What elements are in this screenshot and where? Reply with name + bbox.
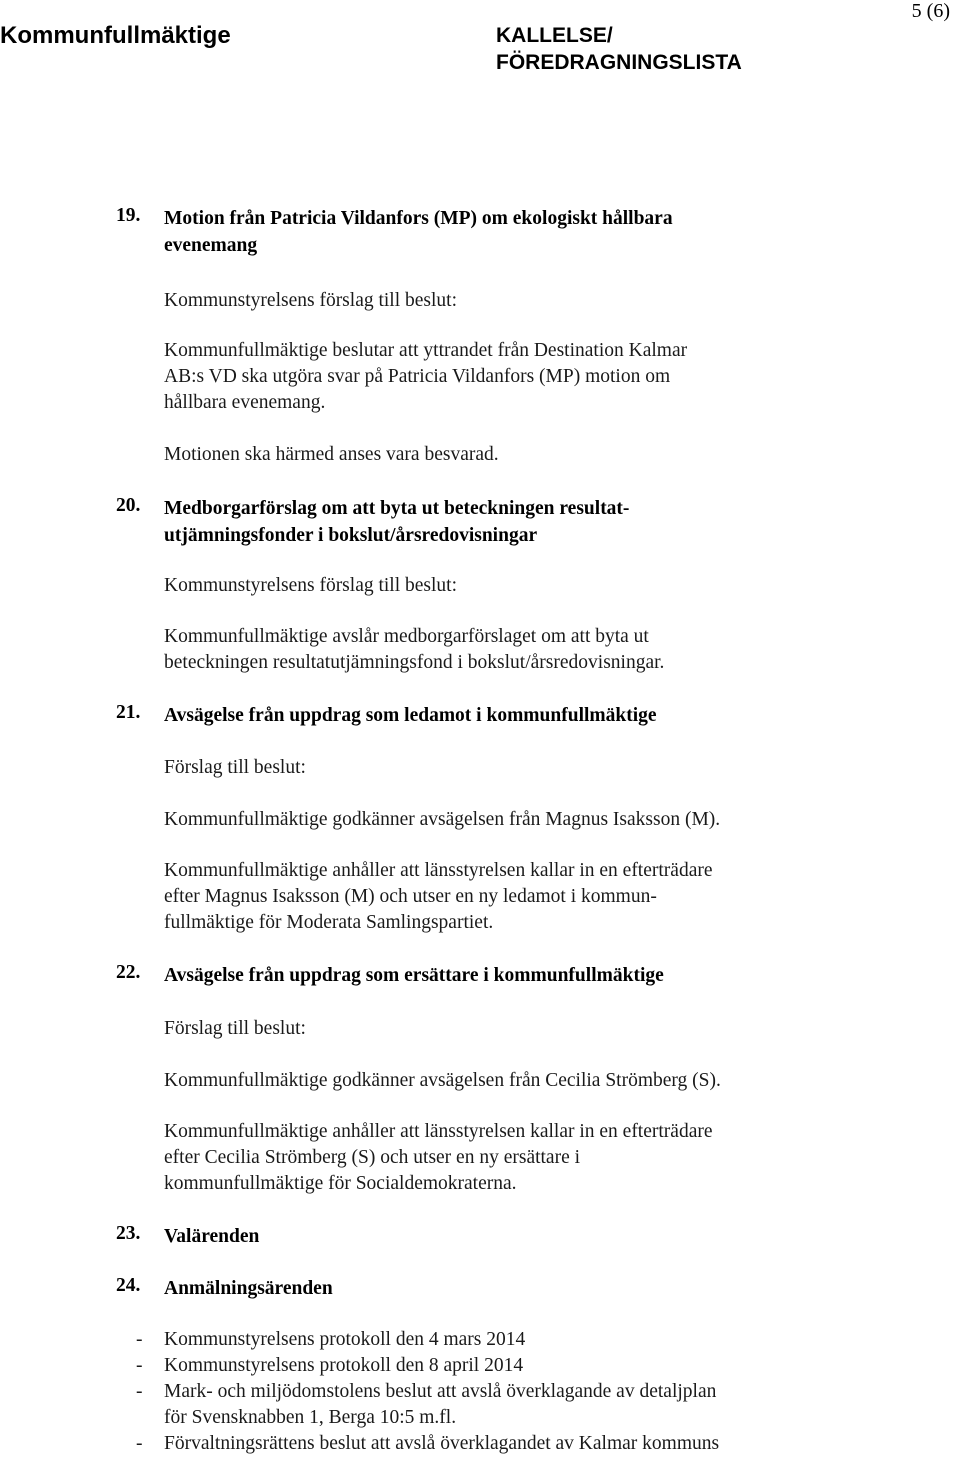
item-title-line: Avsägelse från uppdrag som ledamot i kommunfullmäktige <box>164 705 657 726</box>
decision-line: Kommunfullmäktige beslutar att yttrandet från Destination Kalmar <box>164 340 688 361</box>
item-title-line: Avsägelse från uppdrag som ersättare i kommunfullmäktige <box>164 965 664 986</box>
item-title <box>164 495 804 549</box>
decision-text <box>164 624 804 676</box>
item-title-line: utjämningsfonder i bokslut/årsredovisningar <box>164 525 538 546</box>
additional-line: Kommunfullmäktige anhåller att länsstyrelsen kallar in en efterträdare <box>164 1121 713 1142</box>
decision-text <box>164 1068 804 1094</box>
additional-line: efter Cecilia Strömberg (S) och utser en ny ersättare i <box>164 1147 581 1168</box>
decision-text <box>164 807 804 833</box>
additional-text <box>164 1119 804 1197</box>
list-item <box>136 1431 836 1457</box>
proposal-label: Förslag till beslut: <box>164 757 306 778</box>
item-title <box>164 962 804 989</box>
list-item <box>136 1327 836 1353</box>
decision-line: AB:s VD ska utgöra svar på Patricia Vildanfors (MP) motion om <box>164 366 671 387</box>
list-dash: - <box>136 1381 143 1402</box>
notices-list <box>136 1327 836 1457</box>
page-number: 5 (6) <box>911 0 950 22</box>
list-item-line: Förvaltningsrättens beslut att avslå överklagandet av Kalmar kommuns <box>164 1433 720 1454</box>
list-item-line: Kommunstyrelsens protokoll den 4 mars 2014 <box>164 1329 526 1350</box>
item-number: 20. <box>116 495 141 516</box>
item-number: 21. <box>116 702 141 723</box>
list-item-line: Kommunstyrelsens protokoll den 8 april 2014 <box>164 1355 524 1376</box>
decision-line: hållbara evenemang. <box>164 392 326 413</box>
item-number: 24. <box>116 1275 141 1296</box>
decision-line: Kommunfullmäktige avslår medborgarförslaget om att byta ut <box>164 626 649 647</box>
item-title <box>164 205 804 259</box>
decision-line: Kommunfullmäktige godkänner avsägelsen från Magnus Isaksson (M). <box>164 809 721 830</box>
additional-line: Kommunfullmäktige anhåller att länsstyrelsen kallar in en efterträdare <box>164 860 713 881</box>
additional-line: fullmäktige för Moderata Samlingspartiet. <box>164 912 494 933</box>
item-title-line: Valärenden <box>164 1226 260 1247</box>
item-title-line: evenemang <box>164 235 258 256</box>
header-organization: Kommunfullmäktige <box>0 22 231 49</box>
proposal-label: Kommunstyrelsens förslag till beslut: <box>164 290 458 311</box>
header-document-type-line2: FÖREDRAGNINGSLISTA <box>496 51 742 74</box>
list-dash: - <box>136 1329 143 1350</box>
item-title-line: Medborgarförslag om att byta ut beteckningen resultat- <box>164 498 630 519</box>
item-number: 19. <box>116 205 141 226</box>
additional-text <box>164 858 804 936</box>
decision-line: beteckningen resultatutjämningsfond i bokslut/årsredovisningar. <box>164 652 665 673</box>
item-title <box>164 702 804 729</box>
item-number: 22. <box>116 962 141 983</box>
item-title <box>164 1223 804 1250</box>
item-title-line: Anmälningsärenden <box>164 1278 333 1299</box>
list-item <box>136 1379 836 1431</box>
item-title <box>164 1275 804 1302</box>
decision-text <box>164 338 804 416</box>
additional-line: efter Magnus Isaksson (M) och utser en ny ledamot i kommun- <box>164 886 657 907</box>
list-dash: - <box>136 1433 143 1454</box>
decision-line: Kommunfullmäktige godkänner avsägelsen från Cecilia Strömberg (S). <box>164 1070 721 1091</box>
list-item <box>136 1353 836 1379</box>
header-document-type-line1: KALLELSE/ <box>496 24 613 47</box>
item-title-line: Motion från Patricia Vildanfors (MP) om ekologiskt hållbara <box>164 208 673 229</box>
proposal-label: Förslag till beslut: <box>164 1018 306 1039</box>
list-dash: - <box>136 1355 143 1376</box>
item-number: 23. <box>116 1223 141 1244</box>
additional-text: Motionen ska härmed anses vara besvarad. <box>164 444 499 465</box>
additional-line: kommunfullmäktige för Socialdemokraterna. <box>164 1173 517 1194</box>
list-item-line: för Svensknabben 1, Berga 10:5 m.fl. <box>164 1407 457 1428</box>
header-document-type <box>496 22 742 76</box>
proposal-label: Kommunstyrelsens förslag till beslut: <box>164 575 458 596</box>
list-item-line: Mark- och miljödomstolens beslut att avslå överklagande av detaljplan <box>164 1381 717 1402</box>
